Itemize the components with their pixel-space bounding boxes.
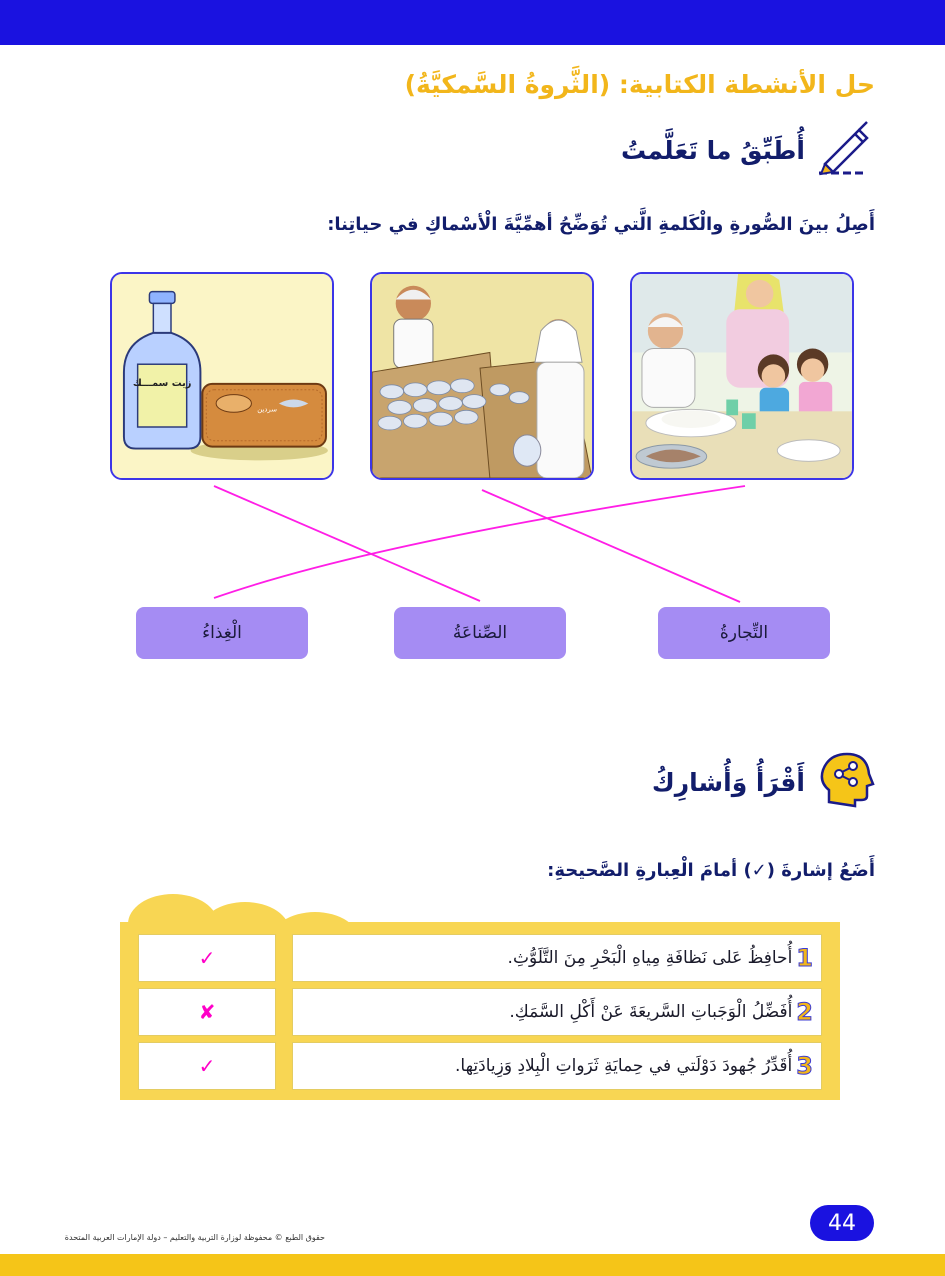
word-box-trade[interactable]: التِّجارةُ	[658, 607, 830, 659]
row-number: 3	[796, 1052, 813, 1080]
answer-mark-cell[interactable]: ✓	[138, 1042, 276, 1090]
answer-mark-cell[interactable]: ✘	[138, 988, 276, 1036]
top-bar	[0, 0, 945, 45]
page-title: حل الأنشطة الكتابية: (الثَّروةُ السَّمكيَّةُ)	[404, 70, 875, 99]
table-row	[132, 1042, 828, 1090]
apply-section-heading	[621, 118, 875, 182]
fish-products-image	[110, 272, 334, 480]
word-box-food[interactable]: الْغِذاءُ	[136, 607, 308, 659]
head-share-icon	[815, 750, 875, 814]
read-share-section-heading	[652, 750, 875, 814]
fish-market-image	[370, 272, 594, 480]
statement-text: أُفَضِّلُ الْوَجَباتِ السَّريعَةَ عَنْ أَكْلِ السَّمَكِ.	[509, 1002, 793, 1022]
matching-instruction: أَصِلُ بينَ الصُّورةِ والْكَلمةِ الَّتي تُوَضِّحُ أهمِّيَّةَ الْأسْماكِ في حياتِنا:	[327, 214, 875, 235]
checkmark-instruction: أَضَعُ إشارةَ (✓) أمامَ الْعِبارةِ الصَّحيحةِ:	[547, 860, 875, 881]
answer-mark-cell[interactable]: ✓	[138, 934, 276, 982]
statement-cell	[292, 1042, 822, 1090]
can-label: سردين	[257, 405, 277, 414]
word-box-industry[interactable]: الصِّناعَةُ	[394, 607, 566, 659]
statements-table	[120, 922, 840, 1100]
row-number: 1	[796, 944, 813, 972]
statement-text: أُحافِظُ عَلى نَظافَةِ مِياهِ الْبَحْرِ مِنَ التَّلَوُّثِ.	[507, 948, 793, 968]
pencil-icon	[815, 118, 875, 182]
match-line-market-trade	[482, 490, 740, 602]
statement-text: أُقَدِّرُ جُهودَ دَوْلَتي في حِمايَةِ ثَرَواتِ الْبِلادِ وَزِيادَتِها.	[455, 1056, 793, 1076]
table-row	[132, 988, 828, 1036]
page-number: 44	[810, 1205, 874, 1241]
match-line-meal-food	[214, 486, 745, 598]
oil-label: زيت سمـــك	[132, 377, 192, 389]
statement-cell	[292, 988, 822, 1036]
row-number: 2	[796, 998, 813, 1026]
match-line-products-industry	[214, 486, 480, 601]
family-meal-image	[630, 272, 854, 480]
table-row	[132, 934, 828, 982]
section-heading-apply: أُطَبِّقُ ما تَعَلَّمتُ	[620, 135, 805, 165]
copyright-notice: حقوق الطبع © محفوظة لوزارة التربية والتعليم – دولة الإمارات العربية المتحدة	[64, 1233, 325, 1242]
section-heading-read-share: أَقْرَأُ وَأُشارِكُ	[651, 767, 805, 797]
bottom-bar	[0, 1254, 945, 1276]
statement-cell	[292, 934, 822, 982]
